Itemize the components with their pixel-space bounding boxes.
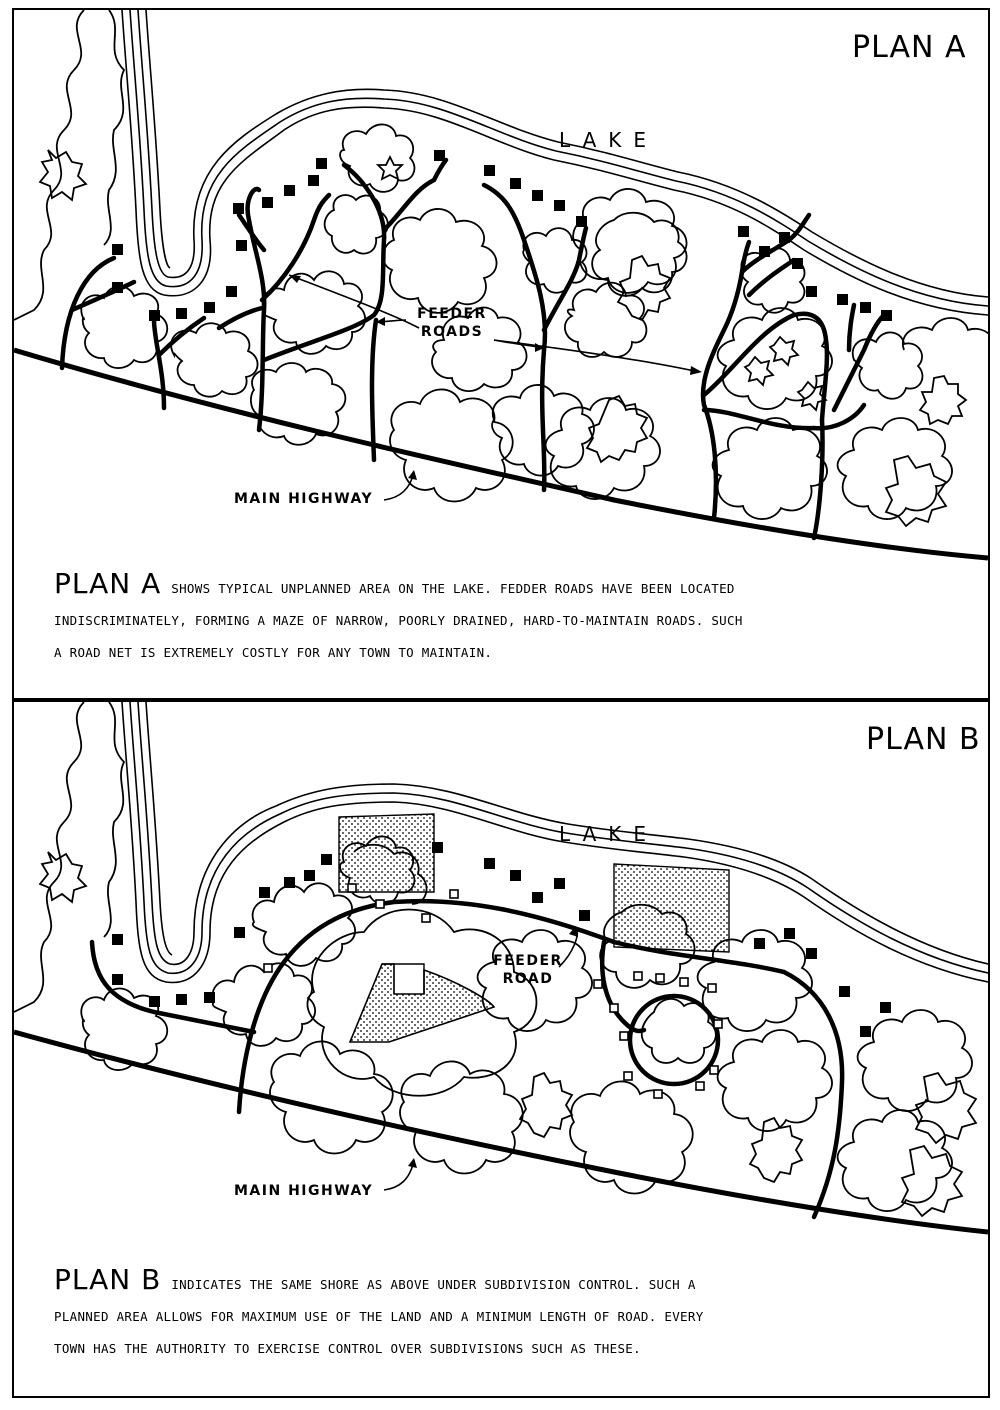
plan-a-feeder-roads	[62, 160, 884, 538]
plan-b-houses	[112, 842, 891, 1037]
plan-a-feeder-label-line1: FEEDER	[417, 306, 487, 322]
plan-b-lake-label: LAKE	[559, 822, 659, 846]
plan-a-caption-text1: SHOWS TYPICAL UNPLANNED AREA ON THE LAKE. FEDDER ROADS HAVE BEEN LOCATED	[171, 581, 735, 596]
plan-b-feeder-label-line1: FEEDER	[493, 953, 563, 969]
plan-a-caption-lead: PLAN A	[54, 567, 162, 600]
plan-a-title: PLAN A	[852, 30, 967, 65]
plan-b-caption-line2: PLANNED AREA ALLOWS FOR MAXIMUM USE OF THE LAND AND A MINIMUM LENGTH OF ROAD. EVERY	[54, 1309, 704, 1324]
plan-b-caption-line3: TOWN HAS THE AUTHORITY TO EXERCISE CONTROL OVER SUBDIVISIONS SUCH AS THESE.	[54, 1341, 641, 1356]
plan-a-lake-label: LAKE	[559, 128, 659, 152]
plan-a-caption-line1	[54, 568, 954, 605]
plan-b-panel	[12, 700, 990, 1398]
plan-b-title: PLAN B	[866, 722, 981, 757]
plan-b-feeder-label-line2: ROAD	[502, 971, 554, 987]
plan-a-caption-line2: INDISCRIMINATELY, FORMING A MAZE OF NARROW, POORLY DRAINED, HARD-TO-MAINTAIN ROADS. SUCH	[54, 613, 743, 628]
plan-b-shoreline	[122, 702, 988, 982]
plan-b-caption	[54, 1264, 954, 1365]
plan-a-panel	[12, 8, 990, 700]
plan-b-caption-text1: INDICATES THE SAME SHORE AS ABOVE UNDER SUBDIVISION CONTROL. SUCH A	[171, 1277, 696, 1292]
plan-b-feeder-label	[488, 952, 568, 988]
plan-a-feeder-label-line2: ROADS	[420, 324, 484, 340]
plan-b-caption-line1	[54, 1264, 954, 1301]
plan-a-caption	[54, 568, 954, 669]
plan-b-caption-lead: PLAN B	[54, 1263, 162, 1296]
plan-a-highway-label: MAIN HIGHWAY	[234, 491, 374, 507]
plan-a-caption-line3: A ROAD NET IS EXTREMELY COSTLY FOR ANY TOWN TO MAINTAIN.	[54, 645, 493, 660]
plan-b-highway-label: MAIN HIGHWAY	[234, 1183, 374, 1199]
plan-a-feeder-label	[402, 305, 502, 341]
